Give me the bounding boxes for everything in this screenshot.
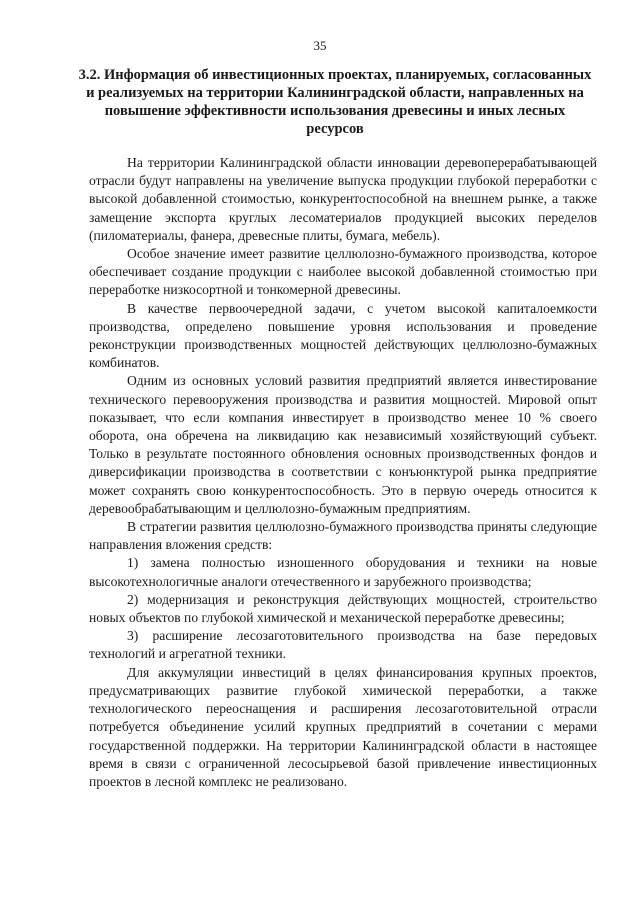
paragraph-4: Одним из основных условий развития предприятий является инвестирование технического перевооружения производства и развития мощностей. Мировой опыт показывает, что если компания инвестирует в производство менее 10 % своего оборота, она обречена на ликвидацию как независимый хозяйствующий субъект. Только в результате постоянного обновления основных производственных фондов и диверсификации производства в соответствии с конъюнктурой рынка предприятие может сохранять свою конкурентоспособность. Это в первую очередь относится к деревообрабатывающим и целлюлозно-бумажным предприятиям. xyxy=(89,373,597,516)
paragraph-2: Особое значение имеет развитие целлюлозно-бумажного производства, которое обеспечивает создание продукции с наиболее высокой добавленной стоимостью при переработке низкосортной и тонкомерной древесины. xyxy=(89,246,597,298)
page-number: 35 xyxy=(313,38,327,53)
paragraph-5: В стратегии развития целлюлозно-бумажного производства приняты следующие направления вложения средств: xyxy=(89,519,597,553)
section-heading: 3.2. Информация об инвестиционных проектах, планируемых, согласованных и реализуемых на территории Калининградской области, направленных на повышение эффективности использования древесины и иных лесных ресурсов xyxy=(78,67,592,137)
paragraph-1: На территории Калининградской области инновации деревоперерабатывающей отрасли будут направлены на увеличение выпуска продукции глубокой переработки с высокой добавленной стоимостью, конкурентоспособной на внешнем рынке, а также замещение экспорта круглых лесоматериалов продукцией высоких переделов (пиломатериалы, фанера, древесные плиты, бумага, мебель). xyxy=(89,155,597,243)
paragraph-6: Для аккумуляции инвестиций в целях финансирования крупных проектов, предусматривающих развитие глубокой химической переработки, а также технологического переоснащения и расширения лесозаготовительной отрасли потребуется объединение усилий крупных предприятий в сочетании с мерами государственной поддержки. На территории Калининградской области в настоящее время в связи с ограниченной лесосырьевой базой привлечение инвестиционных проектов в лесной комплекс не реализовано. xyxy=(89,664,597,789)
paragraph-3: В качестве первоочередной задачи, с учетом высокой капиталоемкости производства, определено повышение уровня использования и проведение реконструкции производственных мощностей действующих целлюлозно-бумажных комбинатов. xyxy=(89,300,597,371)
list-item-2: 2) модернизация и реконструкция действующих мощностей, строительство новых объектов по глубокой химической и механической переработке древесины; xyxy=(89,591,597,626)
document-body xyxy=(89,154,597,791)
list-item-3: 3) расширение лесозаготовительного производства на базе передовых технологий и агрегатной техники. xyxy=(89,628,597,662)
list-item-1: 1) замена полностью изношенного оборудования и техники на новые высокотехнологичные аналоги отечественного и зарубежного производства; xyxy=(89,555,597,589)
